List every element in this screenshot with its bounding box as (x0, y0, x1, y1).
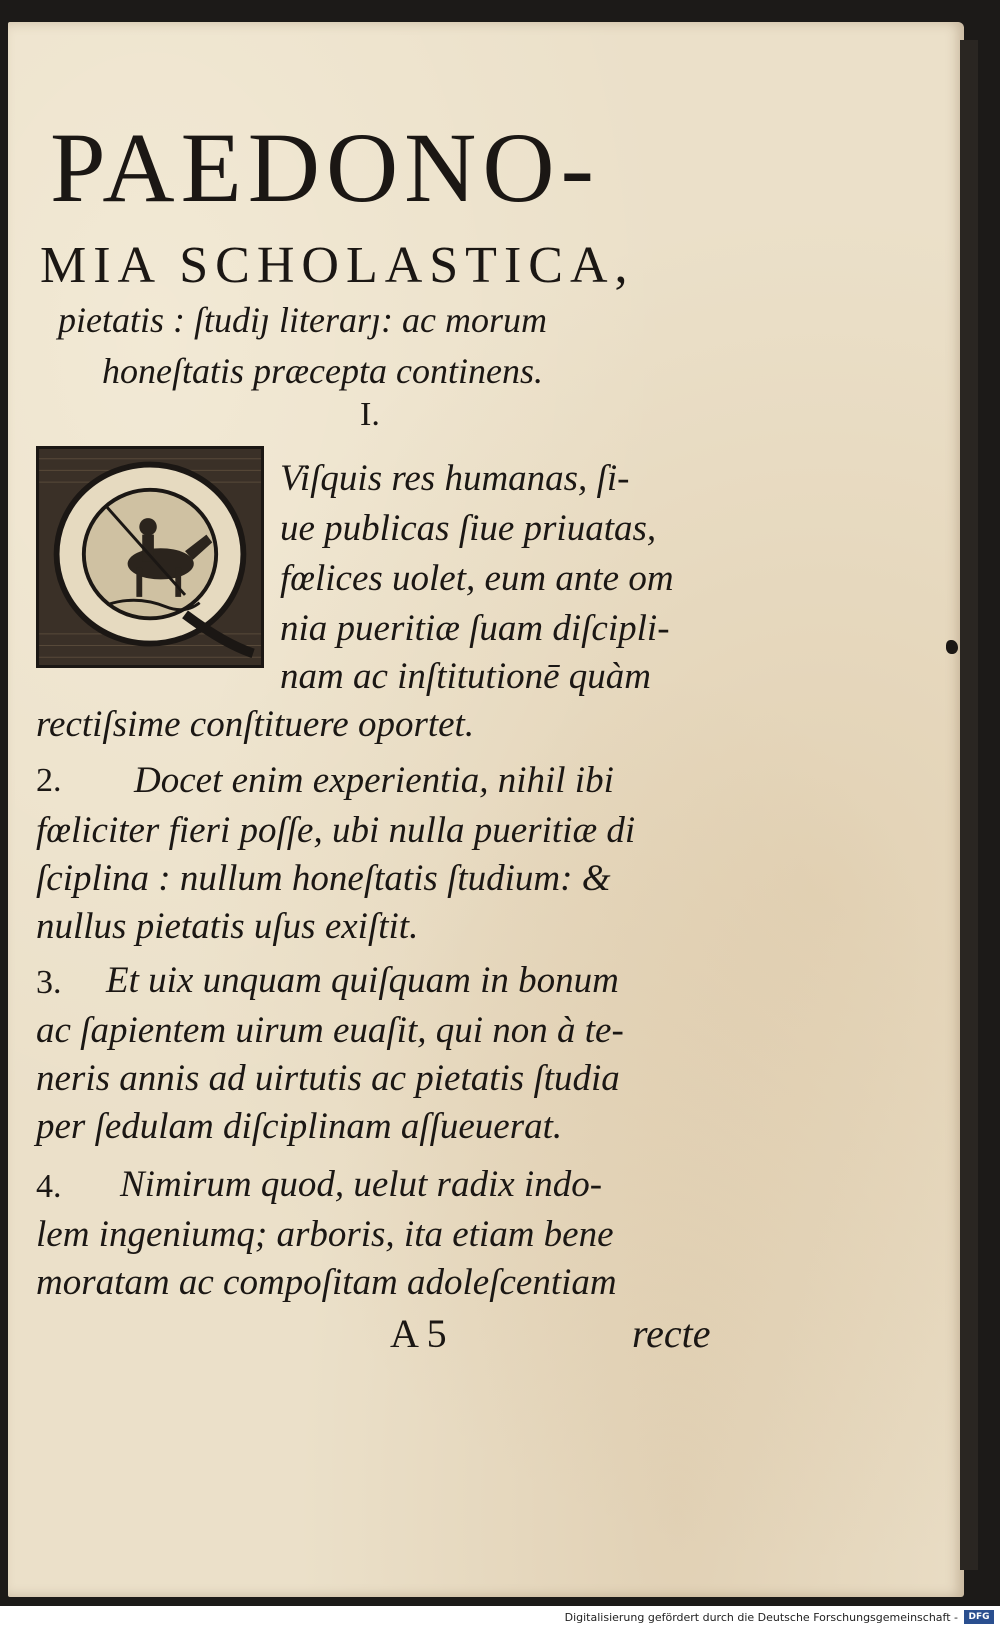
paragraph-1-line-6: rectiſsime conſtituere oportet. (36, 704, 475, 745)
paragraph-4-line-2: lem ingeniumq; arboris, ita etiam bene (36, 1214, 614, 1255)
paragraph-1-line-5: nam ac inſtitutionē quàm (280, 656, 651, 697)
paragraph-2-number: 2. (36, 762, 62, 799)
paragraph-1-line-3: fœlices uolet, eum ante om (280, 558, 674, 599)
dfg-logo: DFG (964, 1610, 994, 1624)
paragraph-1-line-4: nia pueritiæ ſuam diſcipli- (280, 608, 670, 649)
paragraph-4-line-3: moratam ac compoſitam adoleſcentiam (36, 1262, 617, 1303)
paragraph-4-line-1: Nimirum quod, uelut radix indo- (120, 1164, 603, 1205)
paragraph-1-line-1: Viſquis res humanas, ſi- (280, 458, 630, 499)
paragraph-3-line-3: neris annis ad uirtutis ac pietatis ſtudia (36, 1058, 620, 1099)
woodcut-initial-illustration (39, 449, 261, 665)
title-line-2: MIA SCHOLASTICA, (40, 237, 635, 294)
paragraph-2-line-4: nullus pietatis uſus exiſtit. (36, 906, 419, 947)
paragraph-1-line-2: ue publicas ſiue priuatas, (280, 508, 657, 549)
title-line-3: pietatis : ſtudiȷ literarȷ: ac morum (58, 300, 547, 340)
signature-mark: A 5 (390, 1311, 447, 1356)
title-line-4: honeſtatis præcepta continens. (102, 351, 543, 391)
paragraph-2-line-1: Docet enim experientia, nihil ibi (134, 760, 614, 801)
digitization-credit: Digitalisierung gefördert durch die Deutsche Forschungsgemeinschaft - (564, 1611, 958, 1624)
paragraph-3-line-2: ac ſapientem uirum euaſit, qui non à te- (36, 1010, 624, 1051)
section-number: I. (360, 396, 380, 433)
paragraph-2-line-3: ſciplina : nullum honeſtatis ſtudium: & (36, 858, 611, 899)
catchword: recte (632, 1311, 711, 1356)
paragraph-3-number: 3. (36, 964, 62, 1001)
paragraph-4-number: 4. (36, 1168, 62, 1205)
page-edge (960, 40, 978, 1570)
woodcut-initial-q (36, 446, 264, 668)
paragraph-2-line-2: fœliciter fieri poſſe, ubi nulla pueritiæ di (36, 810, 636, 851)
paragraph-3-line-4: per ſedulam diſciplinam aſſueuerat. (36, 1106, 563, 1147)
paragraph-3-line-1: Et uix unquam quiſquam in bonum (106, 960, 619, 1001)
ink-blot (946, 640, 958, 654)
title-line-1: PAEDONO- (50, 112, 600, 223)
